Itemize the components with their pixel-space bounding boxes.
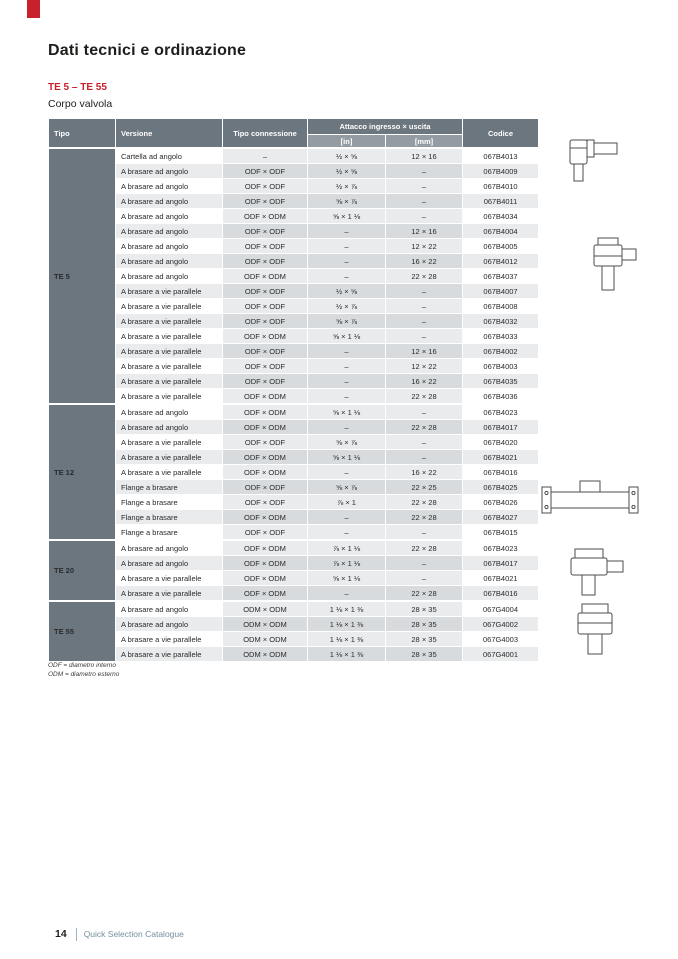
cell-versione: Flange a brasare [116,495,223,510]
cell-versione: A brasare a vie parallele [116,586,223,602]
cell-versione: A brasare ad angolo [116,194,223,209]
cell-connessione: ODF × ODF [223,284,308,299]
cell-in: ⅝ × ⅞ [308,194,386,209]
cell-mm: – [386,194,463,209]
cell-in: 1 ⅛ × 1 ⅜ [308,601,386,617]
table-row [49,148,539,164]
cell-mm: – [386,571,463,586]
cell-connessione: ODF × ODM [223,465,308,480]
cell-in: – [308,510,386,525]
cell-mm: – [386,284,463,299]
cell-codice: 067B4037 [463,269,539,284]
cell-versione: A brasare ad angolo [116,239,223,254]
cell-connessione: ODF × ODF [223,314,308,329]
cell-mm: – [386,525,463,541]
cell-codice: 067B4026 [463,495,539,510]
cell-mm: 22 × 25 [386,480,463,495]
cell-in: ⅝ × 1 ⅛ [308,209,386,224]
page-number: 14 [55,928,67,940]
cell-codice: 067B4005 [463,239,539,254]
angle-solder-fitting-drawing [563,136,623,193]
cell-versione: A brasare ad angolo [116,601,223,617]
cell-in: – [308,239,386,254]
cell-mm: 22 × 28 [386,586,463,602]
cell-connessione: ODF × ODM [223,329,308,344]
cell-connessione: ODF × ODF [223,254,308,269]
footnotes [48,662,119,679]
cell-connessione: ODM × ODM [223,632,308,647]
cell-versione: A brasare a vie parallele [116,632,223,647]
col-header-connessione: Tipo connessione [223,119,308,149]
cell-in: – [308,525,386,541]
cell-mm: – [386,556,463,571]
cell-in: ½ × ⅝ [308,148,386,164]
cell-connessione: ODF × ODF [223,374,308,389]
cell-in: 1 ⅛ × 1 ⅜ [308,647,386,662]
row-group-label: TE 12 [49,404,116,540]
angle-valve-body-drawing [585,236,640,299]
cell-mm: – [386,209,463,224]
row-group-label: TE 20 [49,540,116,601]
cell-mm: – [386,329,463,344]
cell-in: ⅝ × ⅞ [308,435,386,450]
col-header-mm: [mm] [386,135,463,149]
cell-versione: A brasare ad angolo [116,209,223,224]
footnote-odf: ODF = diametro interno [48,662,116,669]
table-row [49,540,539,556]
page-corner-mark [27,0,40,18]
cell-versione: A brasare a vie parallele [116,344,223,359]
table-row [49,435,539,450]
cell-in: ⅝ × ⅞ [308,480,386,495]
table-row [49,359,539,374]
cell-connessione: ODF × ODF [223,495,308,510]
cell-mm: 22 × 28 [386,510,463,525]
cell-in: – [308,586,386,602]
table-row [49,344,539,359]
cell-in: – [308,359,386,374]
cell-mm: 22 × 28 [386,389,463,405]
valve-body-table [48,118,539,662]
cell-connessione: ODF × ODM [223,420,308,435]
cell-connessione: ODF × ODF [223,224,308,239]
cell-mm: – [386,164,463,179]
cell-codice: 067B4011 [463,194,539,209]
cell-codice: 067B4020 [463,435,539,450]
cell-mm: – [386,299,463,314]
te20-valve-body-drawing [567,546,629,603]
table-row [49,495,539,510]
cell-versione: A brasare a vie parallele [116,329,223,344]
cell-codice: 067G4004 [463,601,539,617]
cell-mm: 12 × 16 [386,148,463,164]
table-row [49,224,539,239]
cell-codice: 067B4002 [463,344,539,359]
cell-mm: 22 × 28 [386,540,463,556]
cell-connessione: ODF × ODM [223,404,308,420]
cell-in: ⅞ × 1 [308,495,386,510]
cell-in: ⅞ × 1 ⅛ [308,556,386,571]
cell-in: 1 ⅛ × 1 ⅜ [308,617,386,632]
footer-divider [76,928,77,941]
table-row [49,299,539,314]
cell-connessione: ODF × ODM [223,389,308,405]
cell-codice: 067B4016 [463,465,539,480]
cell-codice: 067B4036 [463,389,539,405]
cell-versione: A brasare a vie parallele [116,450,223,465]
cell-codice: 067G4003 [463,632,539,647]
table-row [49,571,539,586]
cell-mm: 12 × 22 [386,359,463,374]
col-header-codice: Codice [463,119,539,149]
cell-versione: A brasare ad angolo [116,540,223,556]
cell-in: ⅝ × 1 ⅛ [308,329,386,344]
cell-mm: 16 × 22 [386,254,463,269]
cell-versione: A brasare a vie parallele [116,389,223,405]
cell-in: – [308,374,386,389]
cell-codice: 067B4017 [463,556,539,571]
cell-connessione: ODF × ODF [223,299,308,314]
cell-versione: A brasare ad angolo [116,254,223,269]
cell-codice: 067B4012 [463,254,539,269]
row-group-label: TE 5 [49,148,116,404]
cell-connessione: ODF × ODM [223,586,308,602]
cell-in: ½ × ⅞ [308,299,386,314]
cell-versione: Flange a brasare [116,480,223,495]
table-row [49,556,539,571]
cell-versione: A brasare a vie parallele [116,571,223,586]
cell-mm: 12 × 16 [386,344,463,359]
cell-codice: 067B4016 [463,586,539,602]
cell-connessione: – [223,148,308,164]
cell-in: – [308,389,386,405]
cell-codice: 067B4023 [463,404,539,420]
col-header-tipo: Tipo [49,119,116,149]
col-header-versione: Versione [116,119,223,149]
cell-connessione: ODF × ODF [223,194,308,209]
table-row [49,420,539,435]
table-row [49,480,539,495]
table-row [49,586,539,602]
row-group-label: TE 55 [49,601,116,662]
cell-connessione: ODF × ODF [223,435,308,450]
cell-codice: 067B4027 [463,510,539,525]
cell-mm: – [386,450,463,465]
cell-connessione: ODF × ODM [223,269,308,284]
cell-versione: A brasare a vie parallele [116,435,223,450]
cell-mm: 28 × 35 [386,617,463,632]
cell-versione: Flange a brasare [116,510,223,525]
cell-codice: 067G4002 [463,617,539,632]
cell-codice: 067B4007 [463,284,539,299]
cell-versione: A brasare a vie parallele [116,465,223,480]
cell-connessione: ODF × ODF [223,480,308,495]
cell-versione: A brasare a vie parallele [116,284,223,299]
cell-connessione: ODM × ODM [223,647,308,662]
cell-mm: – [386,314,463,329]
cell-connessione: ODF × ODM [223,571,308,586]
table-row [49,179,539,194]
cell-versione: A brasare ad angolo [116,179,223,194]
cell-codice: 067B4033 [463,329,539,344]
cell-connessione: ODM × ODM [223,601,308,617]
cell-in: ⅝ × 1 ⅛ [308,571,386,586]
cell-mm: 22 × 28 [386,420,463,435]
cell-mm: 12 × 22 [386,239,463,254]
cell-codice: 067B4013 [463,148,539,164]
cell-codice: 067B4035 [463,374,539,389]
cell-in: ⅝ × 1 ⅛ [308,404,386,420]
table-row [49,647,539,662]
cell-in: – [308,269,386,284]
table-row [49,164,539,179]
table-header-row [49,119,539,135]
table-row [49,450,539,465]
table-row [49,314,539,329]
cell-in: – [308,254,386,269]
model-range-label: TE 5 – TE 55 [48,82,107,93]
cell-connessione: ODF × ODF [223,239,308,254]
cell-connessione: ODF × ODM [223,209,308,224]
cell-mm: – [386,404,463,420]
cell-mm: 16 × 22 [386,374,463,389]
cell-codice: 067B4004 [463,224,539,239]
cell-codice: 067B4025 [463,480,539,495]
cell-versione: A brasare a vie parallele [116,359,223,374]
table-row [49,632,539,647]
cell-mm: – [386,435,463,450]
cell-versione: A brasare ad angolo [116,404,223,420]
cell-in: – [308,224,386,239]
cell-connessione: ODF × ODF [223,164,308,179]
cell-codice: 067B4003 [463,359,539,374]
table-row [49,374,539,389]
cell-versione: A brasare ad angolo [116,224,223,239]
valve-table-body [49,148,539,662]
table-row [49,404,539,420]
col-header-attacco: Attacco ingresso × uscita [308,119,463,135]
table-row [49,525,539,541]
cell-codice: 067B4032 [463,314,539,329]
cell-connessione: ODF × ODM [223,540,308,556]
table-row [49,389,539,405]
cell-in: – [308,420,386,435]
cell-in: ⅞ × 1 ⅛ [308,540,386,556]
cell-versione: A brasare ad angolo [116,556,223,571]
cell-in: ½ × ⅝ [308,284,386,299]
cell-codice: 067B4021 [463,571,539,586]
cell-mm: 28 × 35 [386,647,463,662]
cell-versione: A brasare ad angolo [116,420,223,435]
col-header-in: [in] [308,135,386,149]
table-row [49,194,539,209]
cell-versione: Flange a brasare [116,525,223,541]
cell-versione: A brasare a vie parallele [116,299,223,314]
cell-connessione: ODF × ODF [223,179,308,194]
cell-codice: 067B4009 [463,164,539,179]
cell-codice: 067B4008 [463,299,539,314]
cell-versione: A brasare a vie parallele [116,647,223,662]
cell-mm: 16 × 22 [386,465,463,480]
cell-versione: A brasare a vie parallele [116,374,223,389]
cell-versione: A brasare a vie parallele [116,314,223,329]
table-row [49,465,539,480]
cell-versione: A brasare ad angolo [116,617,223,632]
cell-in: 1 ⅛ × 1 ⅜ [308,632,386,647]
cell-in: – [308,344,386,359]
cell-connessione: ODF × ODM [223,450,308,465]
cell-codice: 067B4017 [463,420,539,435]
cell-versione: A brasare ad angolo [116,164,223,179]
cell-codice: 067B4015 [463,525,539,541]
catalogue-name: Quick Selection Catalogue [83,929,184,939]
table-row [49,510,539,525]
table-row [49,209,539,224]
cell-mm: 22 × 28 [386,269,463,284]
cell-connessione: ODF × ODF [223,359,308,374]
table-row [49,254,539,269]
page-footer [55,926,184,942]
cell-mm: – [386,179,463,194]
cell-in: – [308,465,386,480]
cell-codice: 067B4021 [463,450,539,465]
table-row [49,601,539,617]
cell-mm: 22 × 28 [386,495,463,510]
cell-codice: 067B4010 [463,179,539,194]
cell-codice: 067B4034 [463,209,539,224]
cell-codice: 067G4001 [463,647,539,662]
page-title: Dati tecnici e ordinazione [48,42,247,59]
cell-connessione: ODF × ODM [223,556,308,571]
cell-mm: 28 × 35 [386,632,463,647]
te55-valve-body-drawing [572,602,630,661]
table-row [49,239,539,254]
footnote-odm: ODM = diametro esterno [48,670,120,678]
table-row [49,269,539,284]
cell-connessione: ODF × ODM [223,510,308,525]
cell-mm: 28 × 35 [386,601,463,617]
flange-straightway-body-drawing [540,477,640,528]
cell-versione: A brasare ad angolo [116,269,223,284]
cell-mm: 12 × 16 [386,224,463,239]
cell-connessione: ODF × ODF [223,344,308,359]
table-row [49,617,539,632]
cell-versione: Cartella ad angolo [116,148,223,164]
cell-in: ⅝ × ⅞ [308,314,386,329]
table-row [49,329,539,344]
cell-in: ⅝ × 1 ⅛ [308,450,386,465]
cell-codice: 067B4023 [463,540,539,556]
table-row [49,284,539,299]
cell-connessione: ODM × ODM [223,617,308,632]
cell-in: ½ × ⅝ [308,164,386,179]
cell-connessione: ODF × ODF [223,525,308,541]
section-title: Corpo valvola [48,98,113,110]
cell-in: ½ × ⅞ [308,179,386,194]
